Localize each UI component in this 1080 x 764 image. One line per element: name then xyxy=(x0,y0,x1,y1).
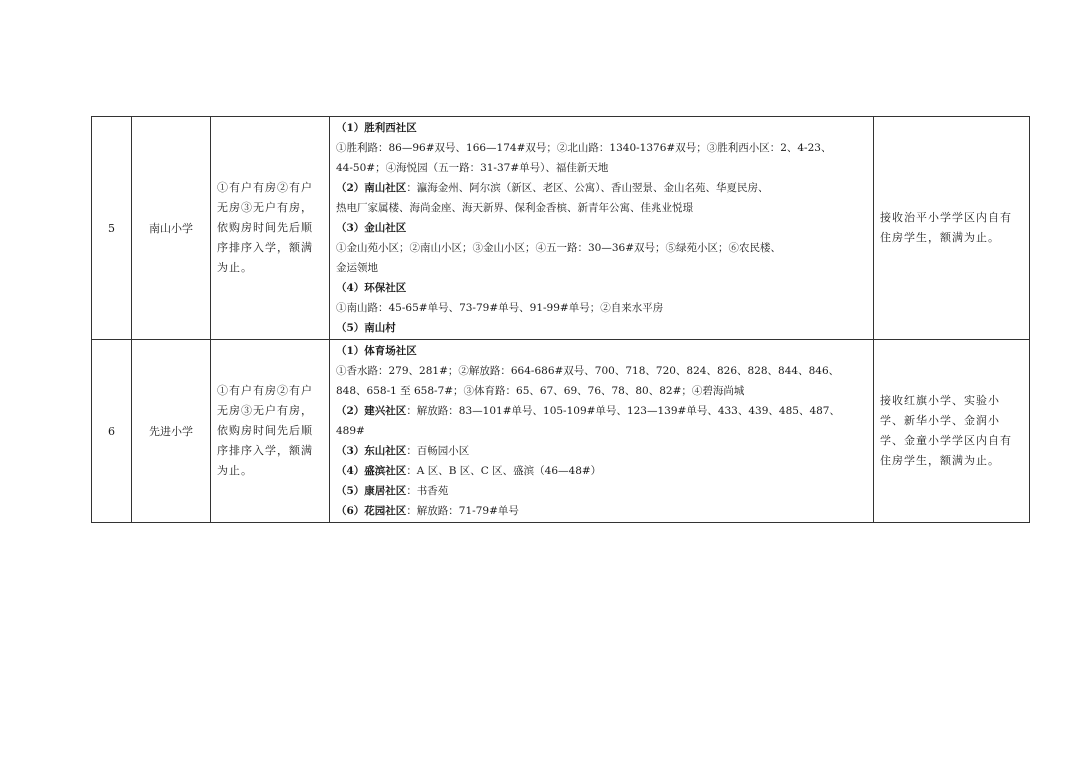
scope-line: （4）盛滨社区：A 区、B 区、C 区、盛滨（46—48#） xyxy=(336,465,602,477)
scope-line: （1）体育场社区 xyxy=(336,345,417,357)
scope-line: （5）南山村 xyxy=(336,322,396,334)
scope-line: ①香水路：279、281#；②解放路：664-686#双号、700、718、720、824、826、828、844、846、 xyxy=(336,365,840,377)
scope-line: （3）金山社区 xyxy=(336,222,407,234)
enrollment-scope xyxy=(330,340,874,523)
scope-line: 金运领地 xyxy=(336,262,378,274)
admission-note: 接收治平小学学区内自有住房学生，额满为止。 xyxy=(874,117,1030,340)
school-name: 南山小学 xyxy=(132,117,211,340)
scope-line: ①金山苑小区；②南山小区；③金山小区；④五一路：30—36#双号；⑤绿苑小区；⑥农民楼、 xyxy=(336,242,782,254)
scope-line: 热电厂家属楼、海尚金座、海天新界、保利金香槟、新青年公寓、佳兆业悦璟 xyxy=(336,202,693,214)
admission-order: ①有户有房②有户无房③无户有房，依购房时间先后顺序排序入学，额满为止。 xyxy=(211,340,330,523)
scope-line: （4）环保社区 xyxy=(336,282,407,294)
scope-line: 44-50#；④海悦园（五一路：31-37#单号）、福佳新天地 xyxy=(336,162,609,174)
scope-line: （5）康居社区：书香苑 xyxy=(336,485,449,497)
row-number: 6 xyxy=(92,340,132,523)
scope-line: （2）建兴社区：解放路：83—101#单号、105-109#单号、123—139#单号、433、439、485、487、 xyxy=(336,405,840,417)
scope-line: （1）胜利西社区 xyxy=(336,122,417,134)
scope-line: 848、658-1 至 658-7#；③体育路：65、67、69、76、78、80、82#；④碧海尚城 xyxy=(336,385,745,397)
school-name: 先进小学 xyxy=(132,340,211,523)
row-number: 5 xyxy=(92,117,132,340)
enrollment-scope xyxy=(330,117,874,340)
scope-line: ①胜利路：86—96#双号、166—174#双号；②北山路：1340-1376#双号；③胜利西小区：2、4-23、 xyxy=(336,142,832,154)
scope-line: 489# xyxy=(336,425,365,437)
admission-order: ①有户有房②有户无房③无户有房，依购房时间先后顺序排序入学，额满为止。 xyxy=(211,117,330,340)
table-row xyxy=(92,117,1030,340)
scope-line: （6）花园社区：解放路：71-79#单号 xyxy=(336,505,519,517)
scope-line: ①南山路：45-65#单号、73-79#单号、91-99#单号；②自来水平房 xyxy=(336,302,664,314)
admission-table xyxy=(91,116,1030,523)
admission-note: 接收红旗小学、实验小学、新华小学、金润小学、金童小学学区内自有住房学生，额满为止。 xyxy=(874,340,1030,523)
scope-line: （2）南山社区：瀛海金州、阿尔滨（新区、老区、公寓）、香山翌景、金山名苑、华夏民房、 xyxy=(336,182,769,194)
table-row xyxy=(92,340,1030,523)
scope-line: （3）东山社区：百畅园小区 xyxy=(336,445,470,457)
